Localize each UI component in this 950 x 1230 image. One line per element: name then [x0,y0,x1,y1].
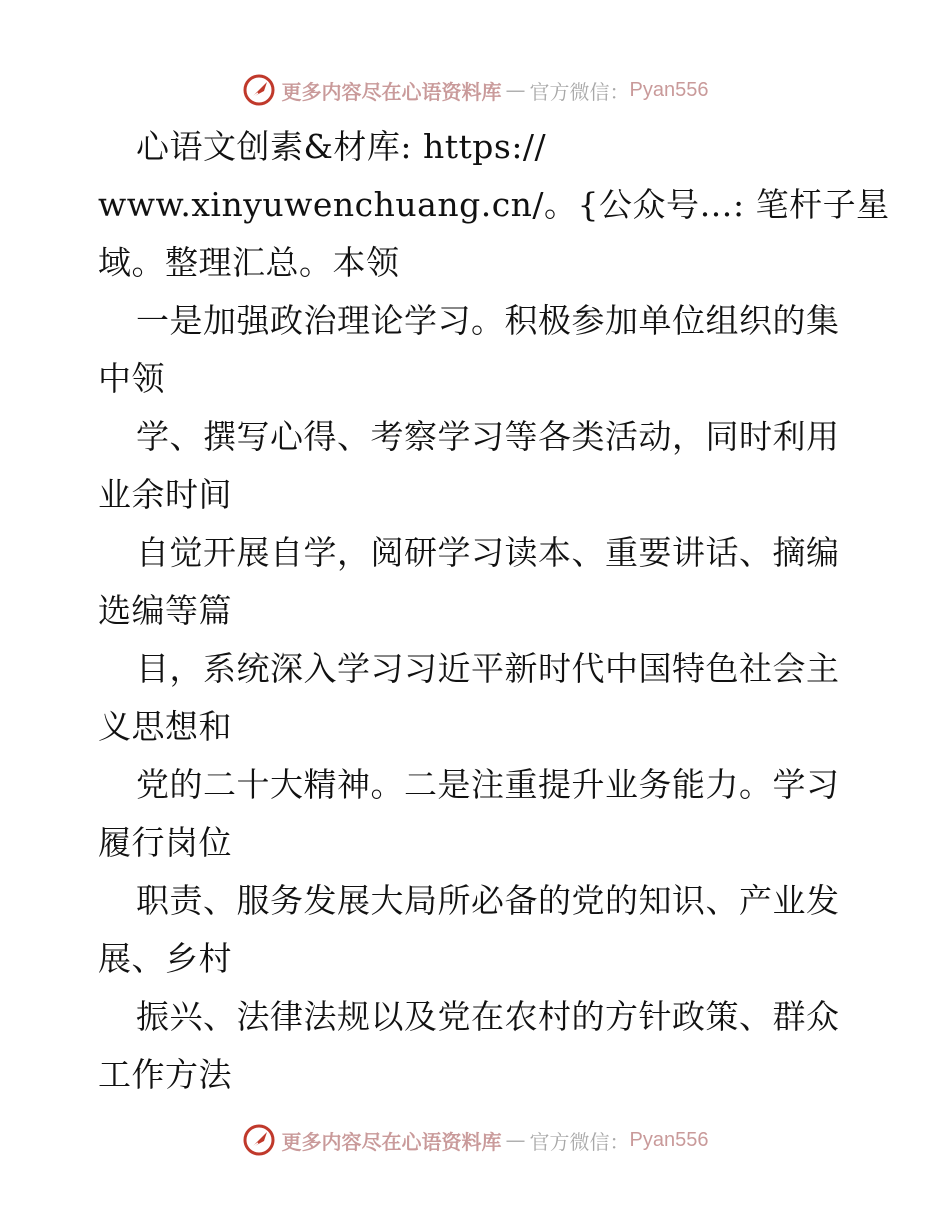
banner-dash: — [505,78,526,102]
document-body [98,118,890,1104]
quill-logo-icon [242,73,276,107]
banner-wechat-label: 官方微信： [529,1129,630,1154]
text-line: 心语文创素&材库: https:// [136,127,547,166]
text-line: 党的二十大精神。二是注重提升业务能力。学习 [136,765,840,804]
banner-wechat-id: Pyan556 [629,78,709,101]
text-line: 一是加强政治理论学习。积极参加单位组织的集 [136,301,840,340]
banner-main-text: 更多内容尽在心语资料库 [281,1129,502,1154]
header-banner [0,70,950,110]
banner-wechat-label: 官方微信： [529,79,630,104]
text-line: 自觉开展自学，阅研学习读本、重要讲话、摘编 [136,533,840,572]
banner-wechat-id: Pyan556 [629,1128,709,1151]
text-line: 职责、服务发展大局所必备的党的知识、产业发 [136,881,840,920]
text-line: www.xinyuwenchuang.cn/。{公众号…: 笔杆子星 [98,185,890,224]
banner-dash: — [505,1128,526,1152]
text-line: 工作方法 [98,1055,232,1094]
text-line: 中领 [98,359,165,398]
text-line: 履行岗位 [98,823,232,862]
footer-banner [0,1120,950,1160]
quill-logo-icon [242,1123,276,1157]
text-line: 域。整理汇总。本领 [98,243,400,282]
banner-main-text: 更多内容尽在心语资料库 [281,79,502,104]
text-line: 展、乡村 [98,939,232,978]
text-line: 学、撰写心得、考察学习等各类活动，同时利用 [136,417,840,456]
text-line: 选编等篇 [98,591,232,630]
text-line: 振兴、法律法规以及党在农村的方针政策、群众 [136,997,840,1036]
text-line: 义思想和 [98,707,232,746]
text-line: 目，系统深入学习习近平新时代中国特色社会主 [136,649,840,688]
text-line: 业余时间 [98,475,232,514]
